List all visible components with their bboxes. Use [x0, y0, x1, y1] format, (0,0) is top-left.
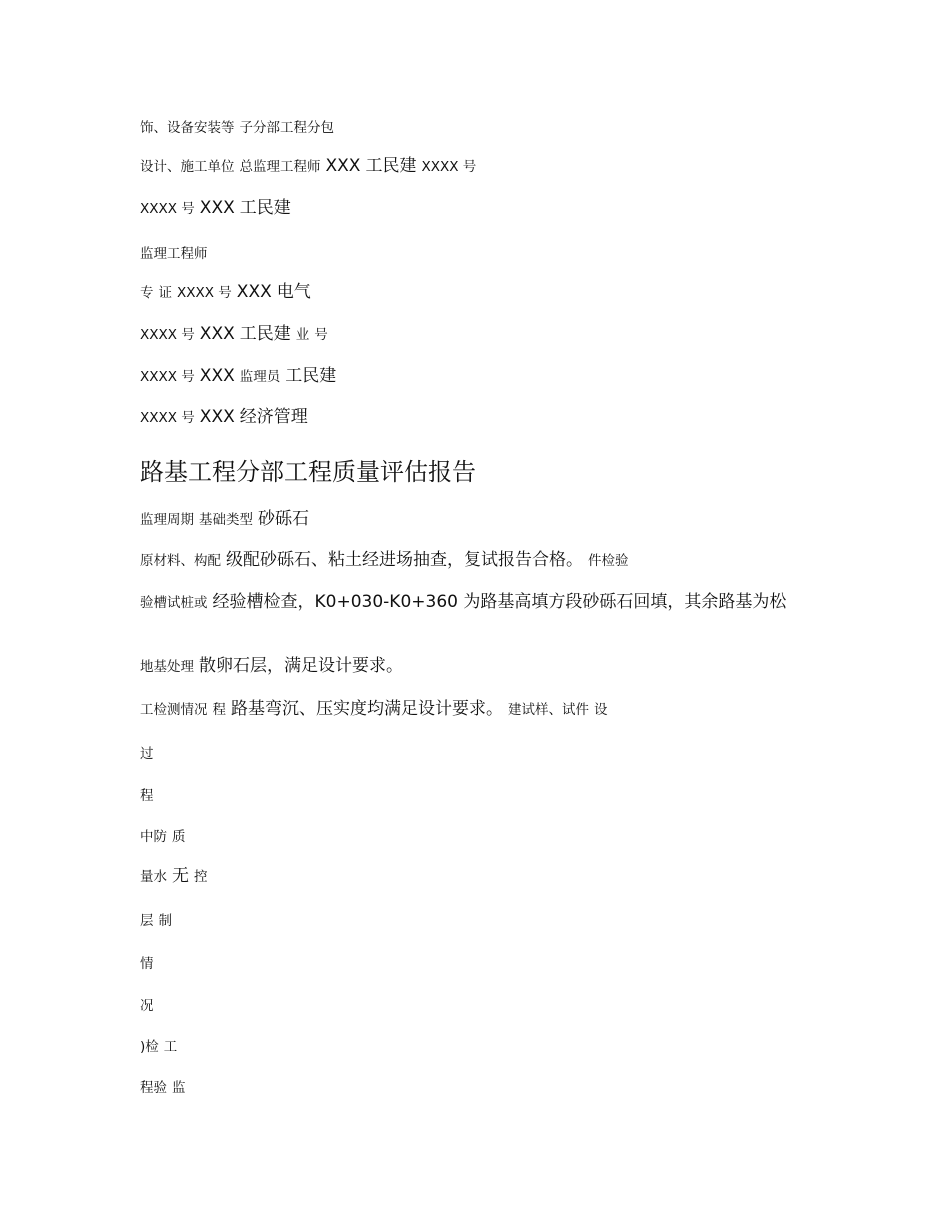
text-segment: 况	[140, 998, 154, 1014]
text-segment: 工	[163, 1039, 178, 1055]
text-line-2	[140, 156, 830, 177]
text-segment: 证	[158, 285, 172, 301]
text-segment: XXX	[199, 198, 235, 218]
text-segment: 设计、施工单位	[140, 159, 235, 175]
text-segment: 饰、设备安装等	[140, 120, 235, 136]
text-line-8	[140, 407, 830, 428]
text-segment: 中防	[140, 829, 167, 845]
text-segment: 路基弯沉、压实度均满足设计要求。	[231, 699, 503, 719]
text-segment: XXX	[199, 324, 235, 344]
text-segment: XXXX 号	[177, 285, 232, 301]
text-segment: 控	[194, 869, 208, 885]
text-segment: 量水	[140, 869, 167, 885]
text-segment: 工民建	[239, 198, 291, 218]
text-segment: 监理工程师	[140, 246, 208, 262]
text-segment: 专	[140, 285, 154, 301]
text-segment: 层	[140, 913, 154, 929]
text-segment: 经济管理	[239, 407, 308, 427]
text-segment: 总监理工程师	[239, 159, 321, 175]
text-segment: 号	[314, 327, 328, 343]
text-line-4	[140, 243, 830, 263]
text-line-13	[140, 656, 830, 677]
text-segment: 工民建	[285, 366, 337, 386]
text-segment: 程	[212, 702, 226, 718]
text-line-14	[140, 699, 830, 720]
text-segment: 验槽试桩或	[140, 595, 208, 611]
text-segment: 路基工程分部工程质量评估报告	[140, 458, 476, 486]
text-line-3	[140, 198, 830, 219]
section-title	[140, 457, 830, 487]
text-segment: XXXX 号	[421, 159, 477, 175]
text-segment: 级配砂砾石、粘土经进场抽查，复试报告合格。	[226, 550, 583, 570]
text-segment: 地基处理	[140, 659, 194, 675]
text-segment: XXX	[236, 282, 272, 302]
text-segment: 砂砾石	[258, 509, 309, 529]
text-line-7	[140, 366, 830, 387]
text-segment: 工民建	[365, 156, 417, 176]
text-line-16	[140, 785, 830, 805]
text-segment: 制	[158, 913, 172, 929]
text-segment: 工检测情况	[140, 702, 208, 718]
text-segment: 监理周期	[140, 512, 194, 528]
text-segment: XXX	[199, 366, 235, 386]
text-segment: 散卵石层，满足设计要求。	[199, 656, 403, 676]
text-segment: 程验	[140, 1080, 167, 1096]
text-segment: 工民建	[239, 324, 291, 344]
text-segment: 基础类型	[199, 512, 253, 528]
text-segment: 无	[172, 866, 189, 886]
text-segment: )检	[140, 1039, 159, 1055]
text-line-18	[140, 866, 830, 887]
text-segment: XXXX 号	[140, 369, 195, 385]
text-line-6	[140, 324, 830, 345]
text-segment: 业	[295, 327, 310, 343]
text-segment: XXXX 号	[140, 410, 195, 426]
text-line-22	[140, 1036, 830, 1056]
text-segment: 监理员	[239, 369, 281, 385]
text-segment: 电气	[276, 282, 311, 302]
text-line-12	[140, 592, 830, 613]
text-segment: 件检验	[588, 553, 629, 569]
text-segment: 情	[140, 956, 154, 972]
text-line-15	[140, 743, 830, 763]
text-segment: 原材料、构配	[140, 553, 221, 569]
text-line-21	[140, 995, 830, 1015]
text-segment: 建试样、试件	[508, 702, 589, 718]
text-segment: 监	[172, 1080, 186, 1096]
text-line-17	[140, 826, 830, 846]
text-segment: 质	[172, 829, 186, 845]
text-line-19	[140, 910, 830, 930]
text-segment: 设	[594, 702, 608, 718]
text-segment: XXX	[199, 407, 235, 427]
text-segment: 经验槽检查，K0+030-K0+360 为路基高填方段砂砾石回填，其余路基为松	[212, 592, 787, 612]
text-segment: 程	[140, 788, 154, 804]
text-line-10	[140, 509, 830, 530]
text-line-20	[140, 953, 830, 973]
text-line-11	[140, 550, 830, 571]
text-segment: XXX	[325, 156, 361, 176]
text-segment: XXXX 号	[140, 327, 195, 343]
text-line-5	[140, 282, 830, 303]
text-segment: 过	[140, 746, 154, 762]
text-line-1	[140, 117, 830, 137]
text-line-23	[140, 1077, 830, 1097]
text-segment: XXXX 号	[140, 201, 195, 217]
text-segment: 子分部工程分包	[239, 120, 334, 136]
